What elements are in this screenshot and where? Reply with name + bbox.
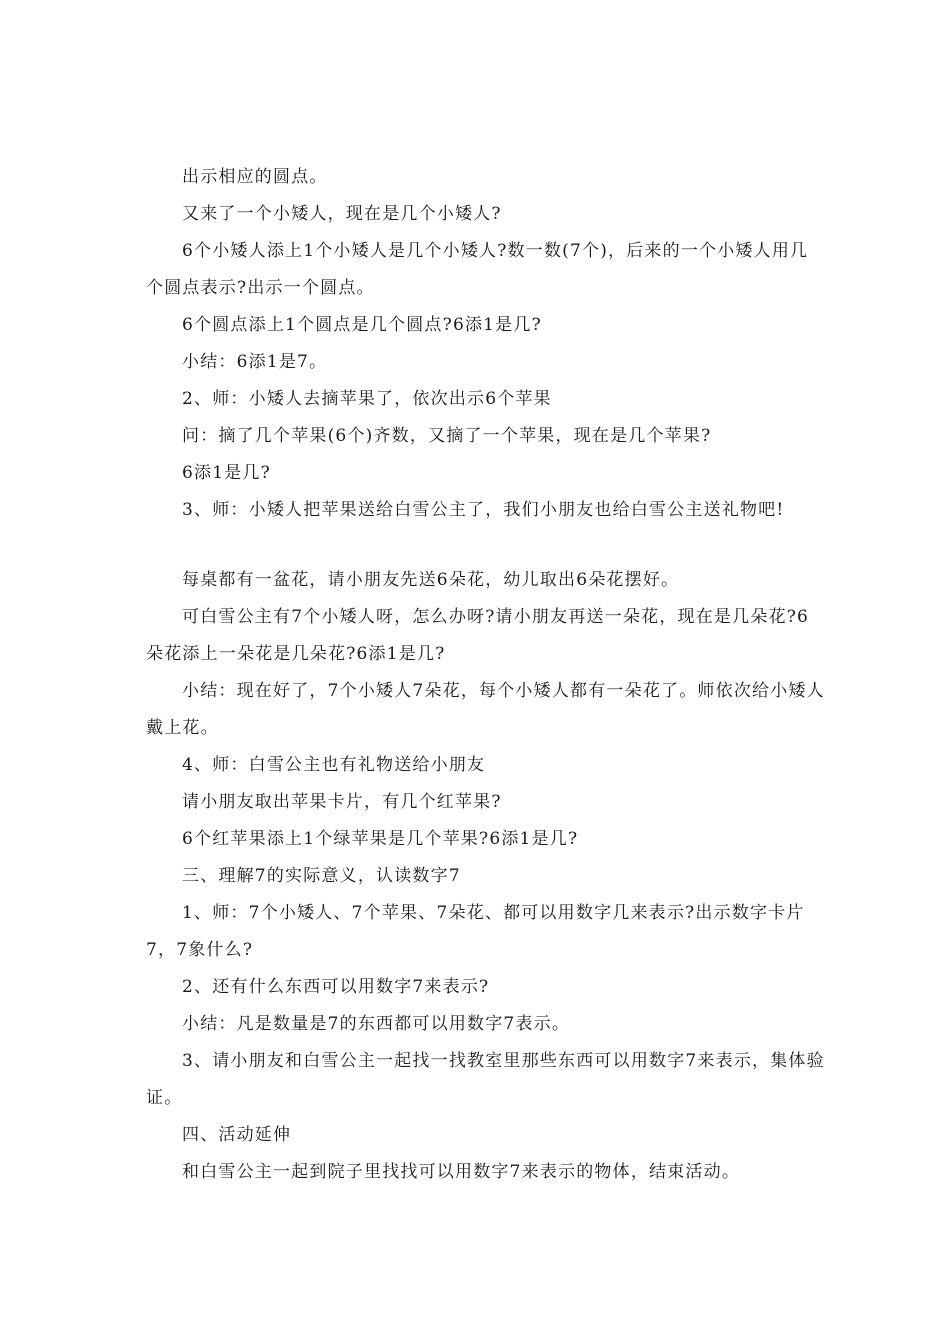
paragraph: 4、师：白雪公主也有礼物送给小朋友 xyxy=(182,755,486,775)
section-heading: 四、活动延伸 xyxy=(182,1125,292,1145)
paragraph: 6个小矮人添上1个小矮人是几个小矮人?数一数(7个)，后来的一个小矮人用几个圆点表示?出示一个圆点。 xyxy=(146,241,809,298)
paragraph: 2、师：小矮人去摘苹果了，依次出示6个苹果 xyxy=(182,389,552,409)
paragraph: 可白雪公主有7个小矮人呀，怎么办呀?请小朋友再送一朵花，现在是几朵花?6朵花添上一朵花是几朵花?6添1是几? xyxy=(146,607,810,664)
document-body xyxy=(146,159,826,1191)
paragraph: 6添1是几? xyxy=(182,463,271,483)
paragraph: 每桌都有一盆花，请小朋友先送6朵花，幼儿取出6朵花摆好。 xyxy=(182,570,680,590)
paragraph: 小结：6添1是7。 xyxy=(182,352,328,372)
paragraph: 2、还有什么东西可以用数字7来表示? xyxy=(182,977,490,997)
paragraph: 出示相应的圆点。 xyxy=(182,167,328,187)
paragraph: 小结：现在好了，7个小矮人7朵花，每个小矮人都有一朵花了。师依次给小矮人戴上花。 xyxy=(146,681,825,738)
paragraph: 又来了一个小矮人，现在是几个小矮人? xyxy=(182,204,502,224)
paragraph: 6个红苹果添上1个绿苹果是几个苹果?6添1是几? xyxy=(182,829,579,849)
paragraph: 小结：凡是数量是7的东西都可以用数字7表示。 xyxy=(182,1014,571,1034)
section-gap xyxy=(146,529,826,562)
paragraph: 请小朋友取出苹果卡片，有几个红苹果? xyxy=(182,792,502,812)
paragraph: 6个圆点添上1个圆点是几个圆点?6添1是几? xyxy=(182,315,542,335)
paragraph: 1、师：7个小矮人、7个苹果、7朵花、都可以用数字几来表示?出示数字卡片7，7象什么? xyxy=(146,903,805,960)
paragraph: 3、请小朋友和白雪公主一起找一找教室里那些东西可以用数字7来表示，集体验证。 xyxy=(146,1051,825,1108)
section-heading: 三、理解7的实际意义，认读数字7 xyxy=(182,866,461,886)
paragraph: 3、师：小矮人把苹果送给白雪公主了，我们小朋友也给白雪公主送礼物吧! xyxy=(182,500,785,520)
paragraph: 和白雪公主一起到院子里找找可以用数字7来表示的物体，结束活动。 xyxy=(182,1162,741,1182)
paragraph: 问：摘了几个苹果(6个)齐数，又摘了一个苹果，现在是几个苹果? xyxy=(182,426,712,446)
